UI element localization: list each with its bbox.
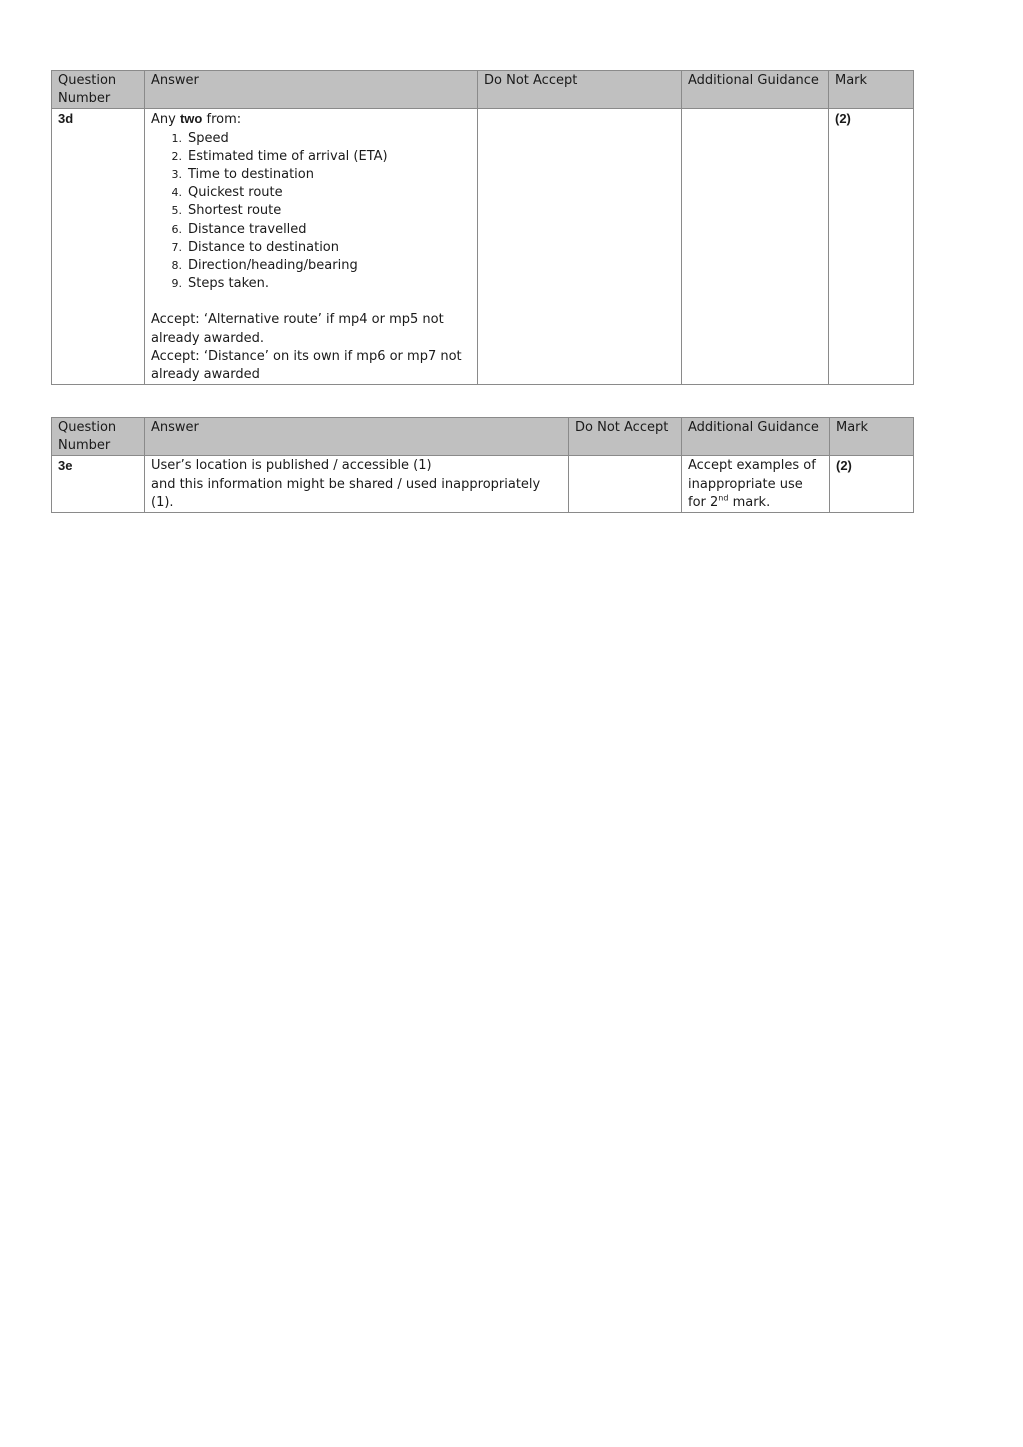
list-item: 9. Steps taken. (171, 276, 270, 292)
list-item: 5. Shortest route (171, 203, 282, 219)
question-number: 3d (52, 109, 145, 385)
answer-intro: Any two from: (151, 111, 242, 128)
mark-scheme-table-3e (51, 417, 914, 513)
list-item: 3. Time to destination (171, 166, 314, 182)
guidance-cell (682, 109, 829, 385)
list-item: 6. Distance travelled (171, 221, 307, 237)
header-answer: Answer (145, 71, 478, 109)
accept-note: Accept: ‘Distance’ on its own if mp6 or mp7 not already awarded (151, 348, 462, 383)
table-row (52, 109, 914, 385)
header-mark: Mark (830, 418, 914, 456)
mark-scheme-table-3d (51, 70, 914, 385)
header-additional-guidance: Additional Guidance (682, 71, 829, 109)
list-item: 7. Distance to destination (171, 239, 339, 255)
guidance-cell: Accept examples of inappropriate use for 2nd mark. (682, 456, 830, 513)
list-item: 1. Speed (171, 130, 229, 146)
mark-cell: (2) (829, 109, 914, 385)
header-question-number: Question Number (52, 71, 145, 109)
list-item: 4. Quickest route (171, 185, 283, 201)
accept-note: Accept: ‘Alternative route’ if mp4 or mp5 not already awarded. (151, 312, 444, 346)
header-do-not-accept: Do Not Accept (569, 418, 682, 456)
do-not-accept-cell (569, 456, 682, 513)
answer-line: User’s location is published / accessible (1) (151, 458, 432, 474)
header-row (52, 71, 914, 109)
header-additional-guidance: Additional Guidance (682, 418, 830, 456)
question-number: 3e (52, 456, 145, 513)
emphasis-word: two (179, 111, 203, 127)
answer-list (151, 130, 471, 294)
answer-cell (145, 109, 478, 385)
header-question-number: Question Number (52, 418, 145, 456)
answer-line: and this information might be shared / used inappropriately (1). (151, 476, 541, 510)
list-item: 8. Direction/heading/bearing (171, 257, 358, 273)
answer-cell (145, 456, 569, 513)
do-not-accept-cell (478, 109, 682, 385)
table-row (52, 456, 914, 513)
header-answer: Answer (145, 418, 569, 456)
header-do-not-accept: Do Not Accept (478, 71, 682, 109)
header-row (52, 418, 914, 456)
list-item: 2. Estimated time of arrival (ETA) (171, 148, 388, 164)
mark-cell: (2) (830, 456, 914, 513)
header-mark: Mark (829, 71, 914, 109)
